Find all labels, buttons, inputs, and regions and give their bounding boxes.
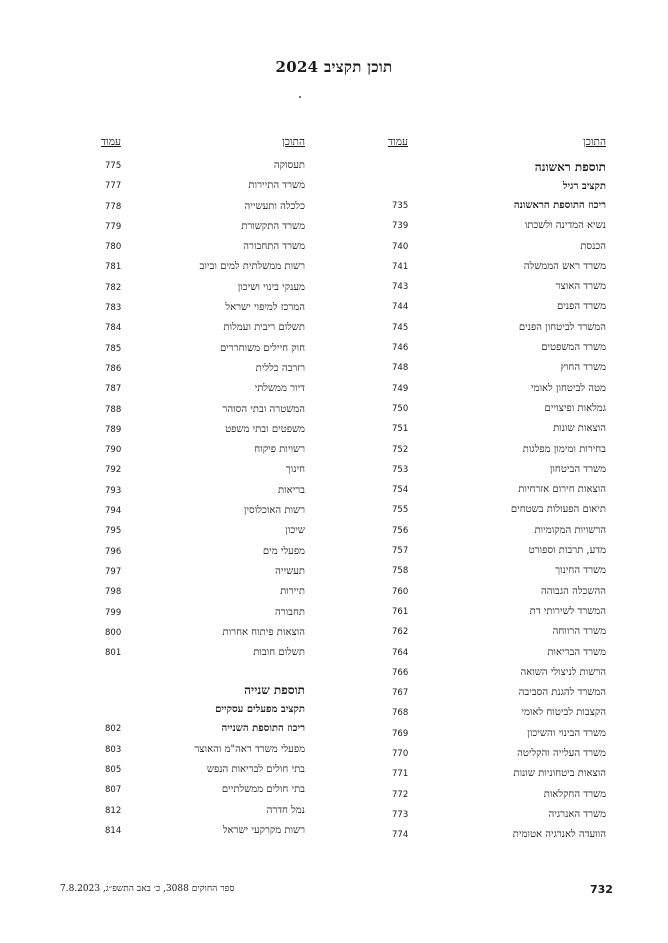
entry-page: 757 [392, 546, 409, 557]
entry-label: רשות האוכלוסין [243, 505, 305, 517]
toc-entry [388, 825, 606, 845]
entry-page: 770 [392, 749, 409, 760]
entry-page: 777 [105, 181, 122, 192]
entry-label: רשות ממשלתית למים וביוב [199, 261, 305, 273]
section-spacer [101, 663, 305, 679]
toc-entry [388, 196, 606, 216]
entry-page: 775 [105, 161, 122, 171]
entry-label: משרד הפנים [556, 301, 606, 313]
entry-label: משרד התיירות [248, 180, 305, 192]
entry-label: משרד העלייה והקליטה [517, 748, 606, 760]
entry-page: 739 [392, 221, 409, 232]
entry-label: מדע, תרבות וספורט [528, 545, 606, 557]
entry-label: משרד ראש הממשלה [523, 260, 606, 272]
entry-label: המשרד לשירותי דת [529, 605, 606, 617]
entry-label: רזרבה כללית [255, 362, 305, 374]
entry-page: 774 [392, 830, 409, 841]
entry-page: 744 [392, 302, 409, 313]
toc-entry [388, 460, 606, 480]
toc-entry [388, 318, 606, 338]
entry-label: שיכון [285, 525, 305, 537]
content-header: התוכן [282, 136, 305, 148]
entry-page: 800 [105, 627, 122, 638]
entry-label: תיאום הפעולות בשטחים [510, 504, 606, 516]
entry-page: 750 [392, 403, 409, 414]
toc-entry [388, 541, 606, 561]
entry-label: תשלום ריבית ועמלות [223, 322, 305, 334]
entry-label: בריאות [277, 484, 305, 496]
toc-entry [101, 420, 305, 440]
toc-entry [101, 359, 305, 379]
entry-label: חוק חיילים משוחררים [219, 342, 305, 354]
toc-entry [101, 156, 305, 176]
entry-label: ריכוז התוספת הראשונה [513, 200, 606, 211]
entry-label: משרד התקשורת [241, 220, 305, 232]
toc-entry [388, 703, 606, 723]
entry-label: נשיא המדינה ולשכתו [524, 220, 606, 232]
entry-page: 803 [105, 744, 122, 755]
entry-page: 788 [105, 404, 122, 415]
toc-entry [101, 623, 305, 643]
section-title: תוספת שנייה [244, 683, 305, 698]
entry-label: הוועדה לאנרגיה אטומית [512, 829, 606, 841]
entry-page: 793 [105, 485, 122, 496]
entry-label: משרד החקלאות [543, 788, 606, 800]
entry-page: 762 [392, 627, 409, 638]
entry-page: 802 [105, 724, 122, 735]
entry-label: משרד המשפטים [541, 342, 606, 354]
entry-page: 790 [105, 445, 122, 456]
toc-list [101, 156, 305, 663]
entry-page: 751 [392, 424, 409, 435]
entry-label: הכנסת [580, 240, 606, 252]
entry-label: משפטים ובתי משפט [225, 423, 305, 435]
entry-label: חינוך [285, 464, 305, 476]
toc-entry [388, 480, 606, 500]
entry-page: 801 [105, 648, 122, 659]
entry-label: הוצאות פיתוח אחרות [222, 626, 305, 638]
toc-entry [388, 237, 606, 257]
decorative-dot [299, 96, 301, 98]
entry-page: 798 [105, 587, 122, 598]
toc-entry [101, 339, 305, 359]
entry-label: המרכז למיפוי ישראל [225, 302, 305, 314]
entry-page: 787 [105, 384, 122, 395]
entry-page: 781 [105, 262, 122, 273]
entry-label: משרד הביטחון [549, 463, 606, 475]
entry-label: מטה לביטחון לאומי [530, 382, 606, 394]
entry-label: משרד הבינוי והשיכון [527, 727, 606, 739]
entry-page: 782 [105, 282, 122, 293]
entry-label: רשויות פיקוח [254, 444, 305, 456]
toc-entry [101, 298, 305, 318]
entry-label: תחבורה [274, 606, 305, 618]
entry-page: 735 [392, 201, 409, 211]
entry-label: תשלום חובות [253, 647, 305, 659]
entry-label: כלכלה ותעשייה [244, 200, 305, 212]
entry-page: 789 [105, 424, 122, 435]
toc-entry [388, 216, 606, 236]
entry-label: תיירות [280, 586, 305, 598]
toc-entry [388, 338, 606, 358]
entry-page: 773 [392, 809, 409, 820]
entry-page: 794 [105, 506, 122, 517]
toc-entry [388, 602, 606, 622]
toc-entry [388, 521, 606, 541]
entry-label: ההשכלה הגבוהה [540, 585, 606, 597]
toc-entry [388, 724, 606, 744]
entry-label: משרד התחבורה [243, 241, 305, 253]
section-heading [101, 679, 305, 701]
entry-page: 768 [392, 708, 409, 719]
toc-entry [101, 780, 305, 800]
entry-page: 764 [392, 647, 409, 658]
toc-entry [388, 744, 606, 764]
entry-page: 758 [392, 566, 409, 577]
publication-info: ספר החוקים 3088, כ׳ באב התשפ״ג, 7.8.2023 [60, 884, 235, 894]
toc-entry [101, 542, 305, 562]
toc-entry [388, 297, 606, 317]
entry-page: 760 [392, 586, 409, 597]
entry-label: המשרד להגנת הסביבה [518, 687, 606, 699]
entry-page: 755 [392, 505, 409, 516]
entry-label: הוצאות שונות [553, 423, 606, 435]
toc-entry [388, 500, 606, 520]
toc-entry [388, 561, 606, 581]
entry-page: 784 [105, 323, 122, 334]
column-headers [388, 136, 606, 156]
toc-entry [101, 197, 305, 217]
entry-page: 746 [392, 343, 409, 354]
entry-page: 785 [105, 343, 122, 354]
entry-page: 812 [105, 805, 122, 816]
entry-page: 786 [105, 363, 122, 374]
page-header: עמוד [388, 136, 408, 148]
entry-label: משרד החינוך [555, 565, 606, 577]
entry-page: 754 [392, 485, 409, 496]
toc-entry [388, 419, 606, 439]
toc-entry [101, 562, 305, 582]
entry-label: המשרד לביטחון הפנים [518, 321, 606, 333]
toc-entry [101, 582, 305, 602]
entry-page: 741 [392, 261, 409, 272]
toc-entry [388, 643, 606, 663]
toc-entry [388, 399, 606, 419]
toc-entry [388, 257, 606, 277]
toc-entry [101, 603, 305, 623]
entry-page: 807 [105, 785, 122, 796]
entry-page: 740 [392, 241, 409, 252]
entry-label: תעסוקה [273, 160, 305, 171]
entry-page: 797 [105, 566, 122, 577]
entry-page: 814 [105, 825, 122, 836]
entry-label: משרד החוץ [560, 362, 606, 374]
entry-page: 753 [392, 464, 409, 475]
entry-label: בתי חולים לבריאות הנפש [206, 764, 305, 776]
toc-entry [388, 277, 606, 297]
entry-label: הרשויות המקומיות [534, 524, 606, 536]
toc-entry [388, 805, 606, 825]
toc-entry [388, 379, 606, 399]
entry-page: 795 [105, 526, 122, 537]
entry-page: 772 [392, 789, 409, 800]
page-title: תוכן תקציב 2024 [275, 58, 393, 76]
toc-entry [388, 785, 606, 805]
toc-entry [388, 764, 606, 784]
toc-entry [388, 663, 606, 683]
entry-label: רשות מקרקעי ישראל [222, 824, 305, 836]
entry-label: משרד הבריאות [547, 646, 606, 658]
entry-page: 783 [105, 303, 122, 314]
entry-page: 767 [392, 688, 409, 699]
entry-page: 799 [105, 607, 122, 618]
entry-label: מענקי בינוי ושיכון [237, 281, 305, 293]
entry-page: 805 [105, 765, 122, 776]
toc-entry [101, 801, 305, 821]
column-headers [101, 136, 305, 156]
entry-label: הקצבות לביטוח לאומי [521, 707, 606, 719]
toc-entry [388, 358, 606, 378]
entry-page: 766 [392, 667, 409, 678]
toc-entry [388, 683, 606, 703]
entry-page: 761 [392, 606, 409, 617]
entry-label: בתי חולים ממשלתיים [221, 784, 305, 796]
entry-page: 780 [105, 242, 122, 253]
entry-page: 769 [392, 728, 409, 739]
page-number: 732 [590, 883, 613, 896]
sub-heading [388, 178, 606, 196]
entry-page: 756 [392, 525, 409, 536]
entry-label: הוצאות ביטחוניות שונות [513, 768, 606, 780]
entry-page: 743 [392, 282, 409, 293]
entry-label: בחירות ומימון מפלגות [522, 443, 606, 455]
toc-list [101, 719, 305, 841]
toc-list [388, 196, 606, 846]
entry-page: 752 [392, 444, 409, 455]
entry-page: 748 [392, 363, 409, 374]
entry-label: מפעלי משרד ראה"מ והאוצר [194, 743, 305, 755]
entry-label: משרד האוצר [555, 281, 606, 293]
entry-label: גמלאות ופיצויים [544, 402, 606, 414]
entry-label: משרד האנרגיה [548, 808, 606, 820]
toc-entry [101, 318, 305, 338]
toc-entry [101, 217, 305, 237]
toc-column-right [388, 136, 606, 846]
entry-page: 779 [105, 221, 122, 232]
toc-entry [101, 740, 305, 760]
sub-title: תקציב רגיל [562, 181, 606, 192]
section-title: תוספת ראשונה [534, 160, 606, 174]
entry-label: מפעלי מים [262, 545, 305, 557]
entry-page: 796 [105, 546, 122, 557]
entry-page: 745 [392, 322, 409, 333]
entry-label: תעשייה [275, 565, 305, 577]
toc-entry [101, 501, 305, 521]
toc-entry [388, 622, 606, 642]
toc-entry [101, 481, 305, 501]
entry-label: דיור ממשלתי [254, 383, 305, 395]
sub-title: תקציב מפעלים עסקיים [215, 704, 305, 716]
toc-entry [101, 821, 305, 841]
toc-entry [101, 460, 305, 480]
toc-entry [101, 400, 305, 420]
content-header: התוכן [583, 136, 606, 148]
entry-page: 771 [392, 769, 409, 780]
sub-heading [101, 701, 305, 719]
toc-entry [101, 257, 305, 277]
toc-entry [101, 237, 305, 257]
entry-page: 749 [392, 383, 409, 394]
toc-entry [101, 278, 305, 298]
toc-entry [388, 440, 606, 460]
toc-entry [101, 760, 305, 780]
toc-entry [101, 379, 305, 399]
page-header: עמוד [101, 136, 121, 148]
toc-entry [101, 521, 305, 541]
entry-page: 778 [105, 201, 122, 212]
entry-label: הרשות לניצולי השואה [520, 666, 606, 678]
entry-label: המשטרה ובתי הסוהר [222, 403, 305, 415]
entry-label: נמל חדרה [266, 804, 305, 816]
toc-entry [101, 440, 305, 460]
toc-entry [101, 176, 305, 196]
section-heading [388, 156, 606, 178]
toc-entry [388, 582, 606, 602]
entry-label: הוצאות חירום אזרחיות [518, 484, 606, 496]
entry-label: ריכוז התוספת השנייה [221, 723, 305, 735]
toc-entry [101, 719, 305, 739]
toc-column-left [101, 136, 305, 841]
entry-label: משרד הרווחה [552, 626, 606, 638]
toc-entry [101, 643, 305, 663]
entry-page: 792 [105, 465, 122, 476]
